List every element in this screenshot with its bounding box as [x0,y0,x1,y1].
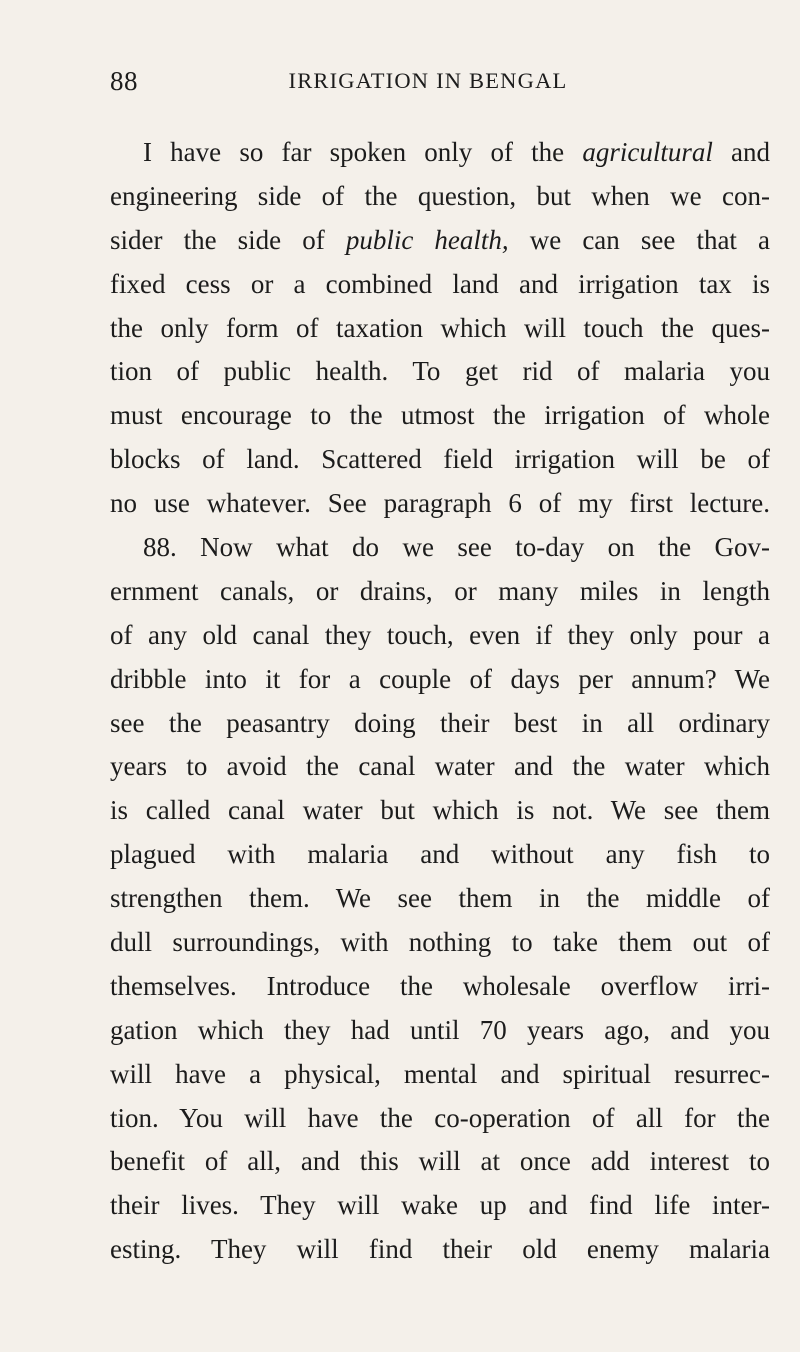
text-run: themselves. Introduce the wholesale overflow irri- [110,970,770,1001]
body-text [110,131,770,1272]
page-number: 88 [110,66,138,96]
text-run: see the peasantry doing their best in all ordinary [110,707,770,738]
text-run: strengthen them. We see them in the middle of [110,883,770,914]
text-line [110,263,770,307]
text-run: plagued with malaria and without any fish to [110,839,770,870]
text-run: no use whatever. See paragraph 6 of my first lecture. [110,488,770,519]
running-title: IRRIGATION IN BENGAL [288,68,568,93]
text-line [110,1228,770,1272]
text-line [110,745,770,789]
text-run: dull surroundings, with nothing to take them out of [110,927,770,958]
text-run: ernment canals, or drains, or many miles in length [110,575,770,606]
text-run: gation which they had until 70 years ago, and you [110,1014,770,1045]
text-run: 88. Now what do we see to-day on the Gov- [143,532,770,563]
text-run: of any old canal they touch, even if they only pour a [110,619,770,650]
text-line [110,965,770,1009]
text-line [110,658,770,702]
text-run: years to avoid the canal water and the water which [110,751,770,782]
text-line [110,789,770,833]
text-line [110,877,770,921]
text-line [110,1140,770,1184]
text-line [110,482,770,526]
text-run: tion. You will have the co-operation of all for the [110,1102,770,1133]
text-line [110,526,770,570]
text-run: I have so far spoken only of the [143,137,583,167]
text-line [110,175,770,219]
text-line [110,131,770,175]
text-line [110,307,770,351]
text-run: engineering side of the question, but when we con- [110,180,770,211]
text-line [110,1053,770,1097]
text-line [110,219,770,263]
text-run: benefit of all, and this will at once add interest to [110,1146,770,1177]
italic-text: agricultural [582,137,713,167]
text-run: we can see that a [508,224,771,255]
text-run: esting. They will find their old enemy malaria [110,1234,770,1265]
text-line [110,1184,770,1228]
text-line [110,702,770,746]
text-run: dribble into it for a couple of days per annum? We [110,663,770,694]
text-line [110,570,770,614]
text-line [110,438,770,482]
running-head [110,66,746,106]
text-line [110,1009,770,1053]
text-line [110,833,770,877]
text-run: will have a physical, mental and spiritual resurrec- [110,1058,770,1089]
text-line [110,614,770,658]
text-run: and [712,137,771,167]
text-run: fixed cess or a combined land and irrigation tax is [110,268,770,299]
text-run: must encourage to the utmost the irrigation of whole [110,400,770,431]
text-line [110,350,770,394]
text-run: blocks of land. Scattered field irrigation will be of [110,444,770,475]
text-run: their lives. They will wake up and find life inter- [110,1190,770,1221]
italic-text: public health, [345,224,509,255]
text-run: the only form of taxation which will touch the ques- [110,312,770,343]
text-line [110,394,770,438]
text-line [110,1097,770,1141]
text-run: tion of public health. To get rid of malaria you [110,356,770,387]
text-run: sider the side of [110,224,346,255]
text-line [110,921,770,965]
text-run: is called canal water but which is not. We see them [110,795,770,826]
